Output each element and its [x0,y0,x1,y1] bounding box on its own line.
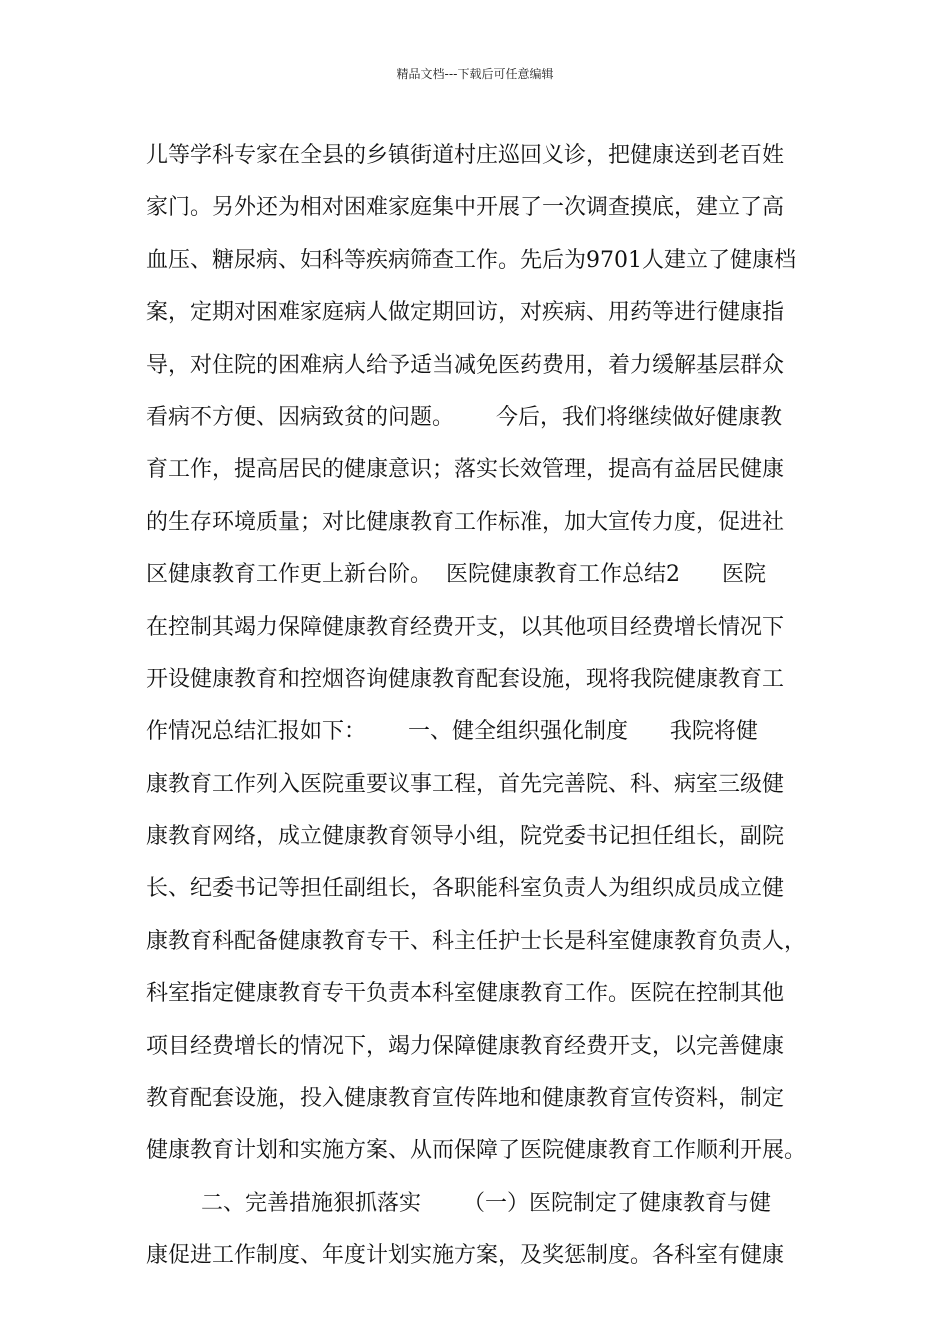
text-line: 看病不方便、因病致贫的问题。 今后，我们将继续做好健康教 [146,404,782,430]
text-line: 长、纪委书记等担任副组长，各职能科室负责人为组织成员成立健 [146,876,785,902]
body-text [146,130,826,1283]
text-line: 二、完善措施狠抓落实 （一）医院制定了健康教育与健 [201,1190,771,1216]
text-line: 康促进工作制度、年度计划实施方案，及奖惩制度。各科室有健康 [146,1243,785,1269]
text-line: 在控制其竭力保障健康教育经费开支，以其他项目经费增长情况下 [146,614,785,640]
text-line: 儿等学科专家在全县的乡镇街道村庄巡回义诊，把健康送到老百姓 [146,143,785,168]
text-line: 导，对住院的困难病人给予适当减免医药费用，着力缓解基层群众 [146,352,785,378]
text-line: 开设健康教育和控烟咨询健康教育配套设施，现将我院健康教育工 [146,666,785,692]
text-line: 康教育科配备健康教育专干、科主任护士长是科室健康教育负责人， [146,928,807,954]
text-line: 教育配套设施，投入健康教育宣传阵地和健康教育宣传资料，制定 [146,1086,785,1112]
text-line: 项目经费增长的情况下，竭力保障健康教育经费开支，以完善健康 [146,1033,785,1059]
text-line: 血压、糖尿病、妇科等疾病筛查工作。先后为9701人建立了健康档 [146,247,796,273]
text-line: 健康教育计划和实施方案、从而保障了医院健康教育工作顺利开展。 [146,1138,807,1164]
text-line: 区健康教育工作更上新台阶。 医院健康教育工作总结2 医院 [146,562,766,588]
text-line: 作情况总结汇报如下： 一、健全组织强化制度 我院将健 [146,719,758,745]
text-line: 育工作，提高居民的健康意识；落实长效管理，提高有益居民健康 [146,457,785,483]
text-line: 案，定期对困难家庭病人做定期回访，对疾病、用药等进行健康指 [146,300,785,326]
page-header: 精品文档---下载后可任意编辑 [396,67,554,81]
text-line: 康教育网络，成立健康教育领导小组，院党委书记担任组长，副院 [146,824,785,850]
text-line: 康教育工作列入医院重要议事工程，首先完善院、科、病室三级健 [146,771,785,797]
text-line: 家门。另外还为相对困难家庭集中开展了一次调查摸底，建立了高 [146,195,785,221]
text-line: 科室指定健康教育专干负责本科室健康教育工作。医院在控制其他 [146,981,785,1007]
text-line: 的生存环境质量；对比健康教育工作标准，加大宣传力度，促进社 [146,509,785,535]
